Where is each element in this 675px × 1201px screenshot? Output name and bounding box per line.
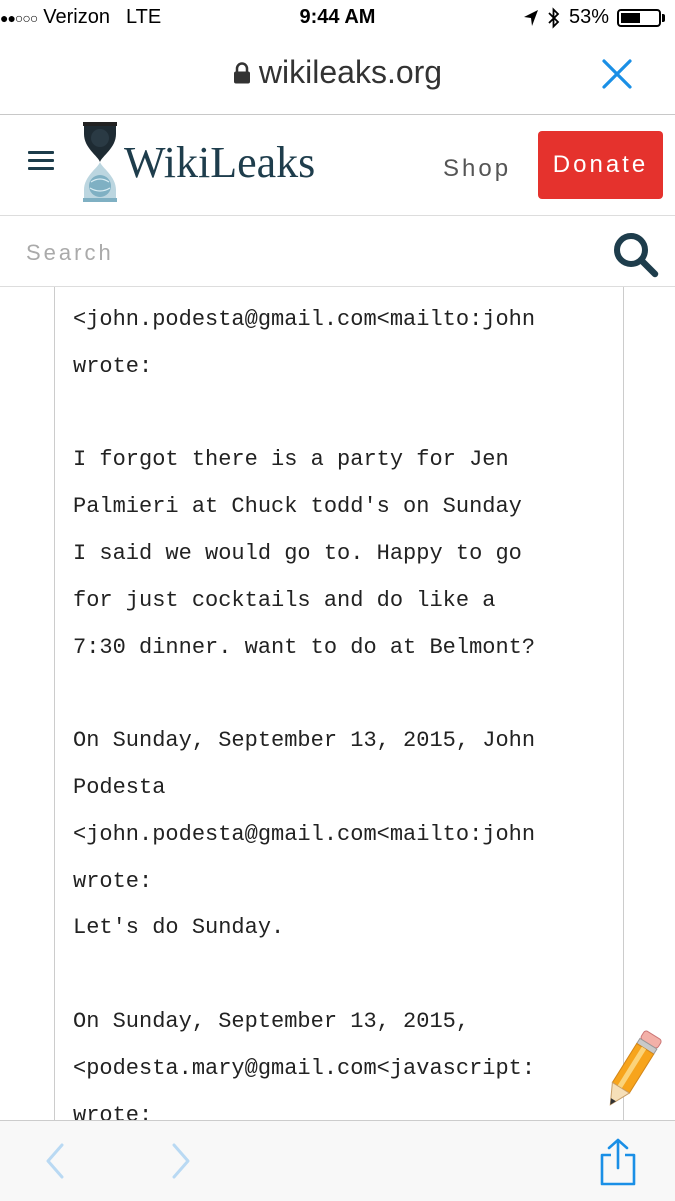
- email-line: Let's do Sunday.: [73, 915, 285, 941]
- close-icon[interactable]: [599, 56, 635, 92]
- signal-strength-icon: ●●○○○: [0, 9, 38, 26]
- email-line: I said we would go to. Happy to go: [73, 541, 522, 566]
- network-type: LTE: [126, 6, 162, 28]
- forward-chevron-icon[interactable]: [166, 1141, 196, 1181]
- hamburger-menu-icon[interactable]: [28, 151, 54, 173]
- site-header: [0, 115, 675, 216]
- email-line: wrote:: [73, 868, 153, 894]
- email-body: [54, 287, 624, 1120]
- url-field[interactable]: [0, 54, 675, 91]
- email-line: Podesta: [73, 775, 166, 800]
- search-bar: [0, 216, 675, 287]
- url-text: wikileaks.org: [258, 54, 443, 90]
- search-icon[interactable]: [610, 230, 660, 280]
- battery-percent: 53%: [568, 6, 609, 28]
- search-input[interactable]: [24, 236, 588, 270]
- share-icon[interactable]: [596, 1137, 640, 1187]
- browser-toolbar: [0, 1120, 675, 1201]
- site-brand[interactable]: WikiLeaks: [124, 138, 316, 187]
- battery-tip: [662, 14, 665, 22]
- email-line: On Sunday, September 13, 2015, John: [73, 728, 536, 754]
- pencil-icon[interactable]: [598, 1025, 666, 1115]
- battery-fill: [621, 13, 640, 23]
- clock: 9:44 AM: [299, 6, 376, 28]
- email-line: <john.podesta@gmail.com<mailto:john: [73, 307, 536, 332]
- browser-url-bar[interactable]: [0, 40, 675, 115]
- email-line: 7:30 dinner. want to do at Belmont?: [73, 634, 536, 660]
- bluetooth-icon: [547, 7, 561, 29]
- status-icons: [515, 6, 665, 29]
- shop-link[interactable]: Shop: [443, 155, 512, 182]
- email-line: wrote:: [73, 1102, 153, 1120]
- lock-icon: [233, 62, 251, 84]
- email-line: On Sunday, September 13, 2015,: [73, 1009, 470, 1034]
- email-line: wrote:: [73, 353, 153, 379]
- email-line: for just cocktails and do like a: [73, 587, 496, 613]
- email-line: <john.podesta@gmail.com<mailto:john: [73, 821, 536, 847]
- status-bar: [0, 0, 675, 40]
- battery-icon: [617, 9, 661, 27]
- wikileaks-hourglass-logo[interactable]: [80, 120, 120, 204]
- email-line: Palmieri at Chuck todd's on Sunday: [73, 494, 522, 520]
- back-chevron-icon[interactable]: [40, 1141, 70, 1181]
- donate-button[interactable]: Donate: [538, 131, 663, 199]
- email-line: I forgot there is a party for Jen: [73, 447, 509, 473]
- carrier-name: Verizon: [43, 6, 110, 28]
- email-line: <podesta.mary@gmail.com<javascript:: [73, 1055, 536, 1081]
- location-arrow-icon: [523, 9, 539, 27]
